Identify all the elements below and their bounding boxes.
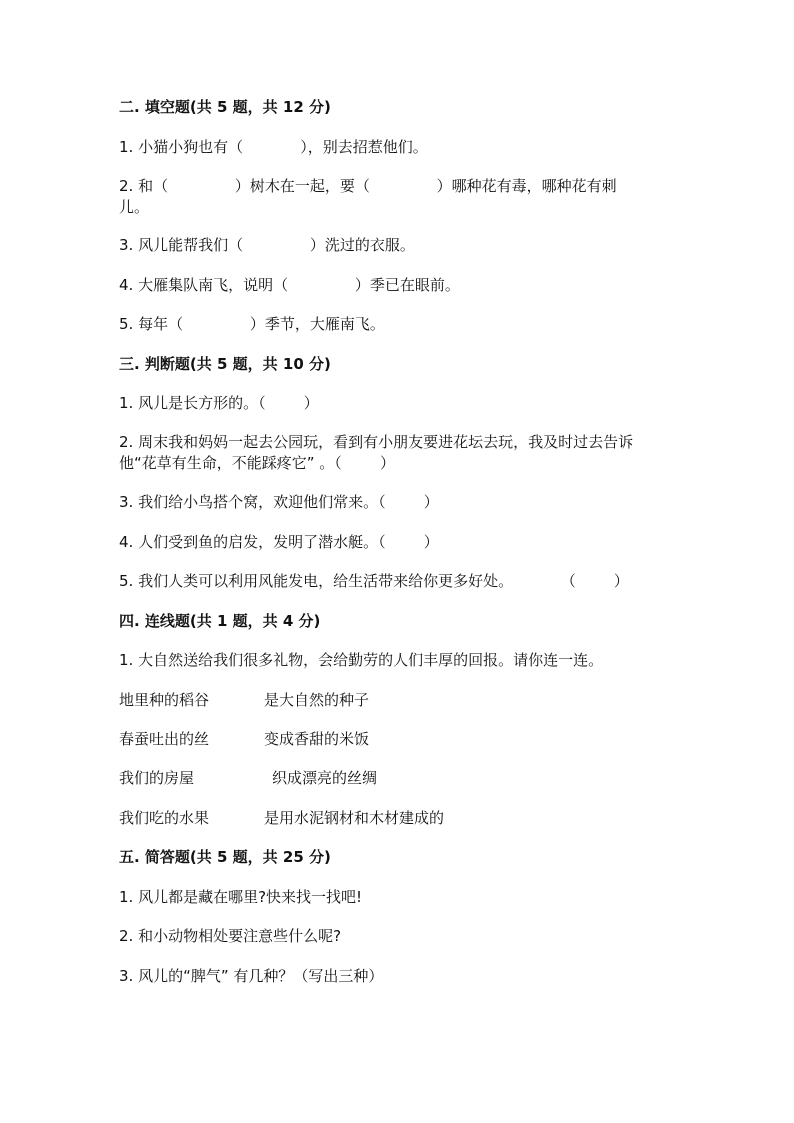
judge-question-4: 4. 人们受到鱼的启发，发明了潜水艇。（ ） (119, 533, 439, 551)
judge-question-3: 3. 我们给小鸟搭个窝，欢迎他们常来。（ ） (119, 493, 439, 511)
match-left-item: 我们的房屋 (119, 769, 195, 787)
short-question-2: 2. 和小动物相处要注意些什么呢? (119, 927, 342, 945)
match-left-item: 春蚕吐出的丝 (119, 730, 210, 748)
match-right-item: 是用水泥钢材和木材建成的 (264, 809, 445, 827)
fill-question-5: 5. 每年（ ）季节，大雁南飞。 (119, 315, 385, 333)
fill-question-3: 3. 风儿能帮我们（ ）洗过的衣服。 (119, 236, 415, 254)
fill-section-heading: 二. 填空题(共 5 题，共 12 分) (119, 98, 331, 116)
match-right-item: 变成香甜的米饭 (264, 730, 370, 748)
short-question-1: 1. 风儿都是藏在哪里?快来找一找吧! (119, 888, 363, 906)
match-left-item: 我们吃的水果 (119, 809, 210, 827)
fill-question-4: 4. 大雁集队南飞，说明（ ）季已在眼前。 (119, 276, 460, 294)
fill-question-1: 1. 小猫小狗也有（ ），别去招惹他们。 (119, 138, 428, 156)
fill-question-2-line-2: 儿。 (119, 198, 150, 216)
match-right-item: 是大自然的种子 (264, 691, 370, 709)
fill-question-2-line-1: 2. 和（ ）树木在一起，要（ ）哪种花有毒，哪种花有刺 (119, 177, 617, 195)
match-left-item: 地里种的稻谷 (119, 691, 210, 709)
short-question-3: 3. 风儿的“脾气” 有几种？（写出三种） (119, 967, 384, 985)
judge-question-1: 1. 风儿是长方形的。（ ） (119, 394, 319, 412)
short-section-heading: 五. 简答题(共 5 题，共 25 分) (119, 848, 331, 866)
judge-question-2-line-2: 他“花草有生命，不能踩疼它” 。（ ） (119, 454, 395, 472)
match-question-1: 1. 大自然送给我们很多礼物，会给勤劳的人们丰厚的回报。请你连一连。 (119, 651, 604, 669)
judge-question-2-line-1: 2. 周末我和妈妈一起去公园玩，看到有小朋友要进花坛去玩，我及时过去告诉 (119, 433, 634, 451)
judge-section-heading: 三. 判断题(共 5 题，共 10 分) (119, 355, 331, 373)
match-right-item: 织成漂亮的丝绸 (272, 769, 378, 787)
match-section-heading: 四. 连线题(共 1 题，共 4 分) (119, 612, 321, 630)
judge-question-5: 5. 我们人类可以利用风能发电，给生活带来给你更多好处。 （ ） (119, 572, 629, 590)
